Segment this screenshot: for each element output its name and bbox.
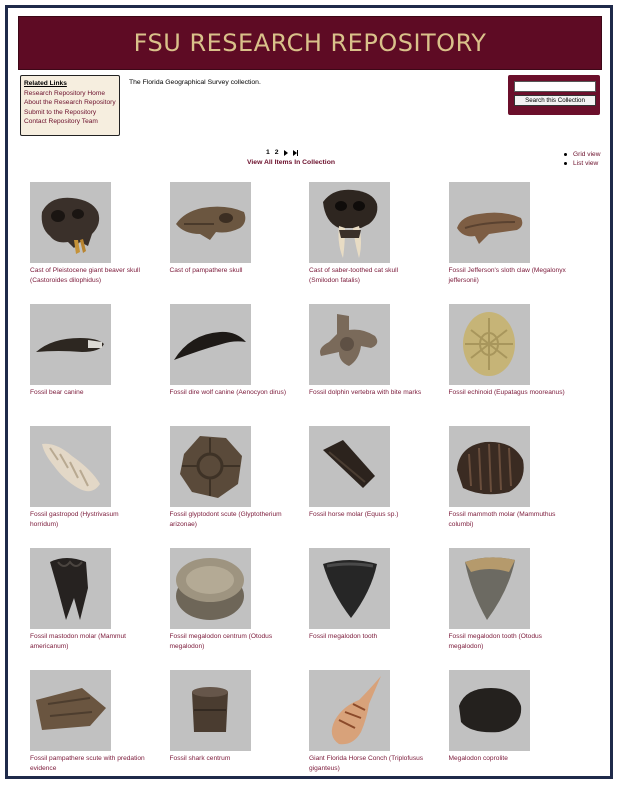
sabertooth-skull-icon — [309, 182, 390, 263]
site-title[interactable]: FSU RESEARCH REPOSITORY — [133, 29, 487, 57]
item-caption[interactable]: Fossil dolphin vertebra with bite marks — [309, 389, 422, 396]
sloth-claw-icon — [449, 182, 530, 263]
glyptodont-scute-thumbnail[interactable] — [170, 426, 251, 507]
pampathere-scute-thumbnail[interactable] — [30, 670, 111, 751]
horse-molar-icon — [309, 426, 390, 507]
horse-conch-thumbnail[interactable] — [309, 670, 390, 751]
grid-item[interactable] — [449, 548, 589, 670]
mastodon-molar-icon — [30, 548, 111, 629]
page-2-link[interactable]: 2 — [274, 149, 279, 156]
related-links-box — [20, 75, 120, 136]
next-page-icon[interactable] — [284, 150, 288, 156]
last-page-icon[interactable] — [293, 150, 298, 156]
sloth-claw-thumbnail[interactable] — [449, 182, 530, 263]
item-caption[interactable]: Fossil shark centrum — [169, 755, 231, 762]
item-caption[interactable]: Giant Florida Horse Conch (Triplofusus giganteus) — [309, 755, 424, 772]
echinoid-icon — [449, 304, 530, 385]
item-caption[interactable]: Fossil glyptodont scute (Glyptotherium arizonae) — [169, 511, 282, 528]
bear-canine-icon — [30, 304, 111, 385]
horse-molar-thumbnail[interactable] — [309, 426, 390, 507]
gastropod-thumbnail[interactable] — [30, 426, 111, 507]
echinoid-thumbnail[interactable] — [449, 304, 530, 385]
page-frame — [5, 5, 613, 779]
megalodon-centrum-thumbnail[interactable] — [170, 548, 251, 629]
megalodon-tooth-2-icon — [449, 548, 530, 629]
wolf-canine-icon — [170, 304, 251, 385]
mammoth-molar-icon — [449, 426, 530, 507]
wolf-canine-thumbnail[interactable] — [170, 304, 251, 385]
coprolite-thumbnail[interactable] — [449, 670, 530, 751]
grid-item[interactable] — [309, 548, 449, 670]
related-links-heading: Related Links — [24, 80, 67, 87]
mammoth-molar-thumbnail[interactable] — [449, 426, 530, 507]
bear-canine-thumbnail[interactable] — [30, 304, 111, 385]
link-submit-repository[interactable]: Submit to the Repository — [24, 108, 97, 116]
pampathere-skull-icon — [170, 182, 251, 263]
pampathere-scute-icon — [30, 670, 111, 751]
grid-item[interactable] — [309, 304, 449, 426]
grid-item[interactable] — [449, 426, 589, 548]
view-toggle — [564, 150, 600, 169]
item-caption[interactable]: Fossil Jefferson's sloth claw (Megalonyx jeffersonii) — [448, 267, 566, 284]
grid-item[interactable] — [170, 670, 310, 792]
pampathere-skull-thumbnail[interactable] — [170, 182, 251, 263]
grid-item[interactable] — [30, 670, 170, 792]
item-caption[interactable]: Cast of saber-toothed cat skull (Smilodon fatalis) — [309, 267, 399, 284]
pagination — [266, 149, 298, 156]
dolphin-vertebra-thumbnail[interactable] — [309, 304, 390, 385]
item-caption[interactable]: Fossil megalodon tooth — [309, 633, 378, 640]
grid-view-link[interactable]: Grid view — [564, 150, 600, 159]
coprolite-icon — [449, 670, 530, 751]
search-input[interactable] — [514, 81, 596, 92]
grid-item[interactable] — [170, 548, 310, 670]
beaver-skull-icon — [30, 182, 111, 263]
item-caption[interactable]: Fossil megalodon centrum (Otodus megalodon) — [169, 633, 273, 650]
gastropod-icon — [30, 426, 111, 507]
grid-item[interactable] — [170, 182, 310, 304]
item-caption[interactable]: Cast of pampathere skull — [169, 267, 243, 274]
grid-item[interactable] — [30, 182, 170, 304]
item-caption[interactable]: Fossil megalodon tooth (Otodus megalodon) — [448, 633, 542, 650]
grid-item[interactable] — [30, 304, 170, 426]
beaver-skull-thumbnail[interactable] — [30, 182, 111, 263]
grid-item[interactable] — [30, 548, 170, 670]
item-caption[interactable]: Fossil horse molar (Equus sp.) — [309, 511, 399, 518]
item-caption[interactable]: Fossil mammoth molar (Mammuthus columbi) — [448, 511, 556, 528]
grid-item[interactable] — [449, 182, 589, 304]
shark-centrum-thumbnail[interactable] — [170, 670, 251, 751]
megalodon-tooth-icon — [309, 548, 390, 629]
page-1-link[interactable]: 1 — [266, 149, 270, 156]
list-view-link[interactable]: List view — [564, 159, 600, 168]
collection-search-box — [508, 75, 600, 115]
grid-item[interactable] — [170, 304, 310, 426]
shark-centrum-icon — [170, 670, 251, 751]
mastodon-molar-thumbnail[interactable] — [30, 548, 111, 629]
collection-description: The Florida Geographical Survey collection. — [129, 79, 261, 86]
item-caption[interactable]: Fossil dire wolf canine (Aenocyon dirus) — [169, 389, 287, 396]
link-about-repository[interactable]: About the Research Repository — [24, 99, 116, 107]
grid-item[interactable] — [449, 304, 589, 426]
megalodon-centrum-icon — [170, 548, 251, 629]
grid-item[interactable] — [30, 426, 170, 548]
item-caption[interactable]: Fossil pampathere scute with predation evidence — [30, 755, 145, 772]
grid-item[interactable] — [170, 426, 310, 548]
grid-item[interactable] — [309, 426, 449, 548]
sabertooth-skull-thumbnail[interactable] — [309, 182, 390, 263]
link-contact-team[interactable]: Contact Repository Team — [24, 118, 98, 126]
items-grid — [30, 182, 590, 792]
item-caption[interactable]: Fossil mastodon molar (Mammut americanum) — [30, 633, 126, 650]
search-collection-button[interactable]: Search this Collection — [514, 95, 596, 106]
megalodon-tooth-2-thumbnail[interactable] — [449, 548, 530, 629]
view-all-link[interactable]: View All Items In Collection — [247, 159, 336, 166]
horse-conch-icon — [309, 670, 390, 751]
dolphin-vertebra-icon — [309, 304, 390, 385]
grid-item[interactable] — [309, 182, 449, 304]
item-caption[interactable]: Fossil gastropod (Hystrivasum horridum) — [30, 511, 119, 528]
item-caption[interactable]: Fossil bear canine — [30, 389, 84, 396]
item-caption[interactable]: Megalodon coprolite — [448, 755, 508, 762]
grid-item[interactable] — [449, 670, 589, 792]
item-caption[interactable]: Fossil echinoid (Eupatagus mooreanus) — [448, 389, 565, 396]
item-caption[interactable]: Cast of Pleistocene giant beaver skull (Castoroides dilophidus) — [30, 267, 140, 284]
site-banner[interactable] — [18, 16, 602, 70]
grid-item[interactable] — [309, 670, 449, 792]
megalodon-tooth-thumbnail[interactable] — [309, 548, 390, 629]
glyptodont-scute-icon — [170, 426, 251, 507]
link-repository-home[interactable]: Research Repository Home — [24, 89, 105, 97]
